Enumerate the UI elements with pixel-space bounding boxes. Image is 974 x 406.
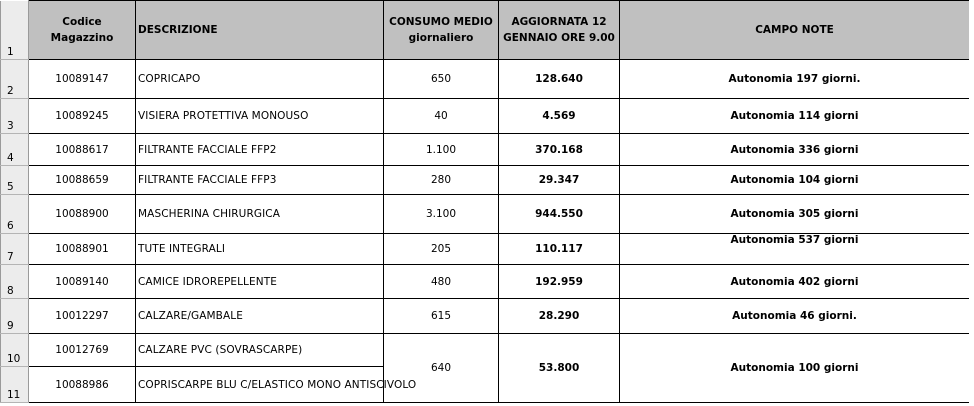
- row-header[interactable]: 5: [1, 166, 29, 195]
- row-header[interactable]: 3: [1, 99, 29, 134]
- cell-note[interactable]: Autonomia 402 giorni: [620, 265, 970, 299]
- header-consumption[interactable]: CONSUMO MEDIO giornaliero: [384, 1, 499, 60]
- cell-description[interactable]: CALZARE PVC (SOVRASCARPE): [136, 334, 384, 367]
- cell-consumption[interactable]: 650: [384, 60, 499, 99]
- table-row: [1, 334, 970, 367]
- table-row: [1, 60, 970, 99]
- cell-description[interactable]: CALZARE/GAMBALE: [136, 299, 384, 334]
- cell-consumption[interactable]: 280: [384, 166, 499, 195]
- cell-updated[interactable]: 29.347: [499, 166, 620, 195]
- cell-consumption[interactable]: 615: [384, 299, 499, 334]
- header-updated[interactable]: AGGIORNATA 12 GENNAIO ORE 9.00: [499, 1, 620, 60]
- cell-description[interactable]: FILTRANTE FACCIALE FFP3: [136, 166, 384, 195]
- cell-description[interactable]: CAMICE IDROREPELLENTE: [136, 265, 384, 299]
- row-header-1[interactable]: 1: [1, 1, 29, 60]
- row-header[interactable]: 7: [1, 234, 29, 265]
- table-row: [1, 265, 970, 299]
- cell-updated[interactable]: 128.640: [499, 60, 620, 99]
- cell-description[interactable]: COPRICAPO: [136, 60, 384, 99]
- table-row: [1, 195, 970, 234]
- table-row: [1, 134, 970, 166]
- cell-code[interactable]: 10089140: [29, 265, 136, 299]
- cell-consumption[interactable]: 205: [384, 234, 499, 265]
- cell-description[interactable]: VISIERA PROTETTIVA MONOUSO: [136, 99, 384, 134]
- row-header[interactable]: 11: [1, 367, 29, 403]
- cell-updated[interactable]: 370.168: [499, 134, 620, 166]
- cell-code[interactable]: 10088617: [29, 134, 136, 166]
- cell-code[interactable]: 10012297: [29, 299, 136, 334]
- cell-updated[interactable]: 110.117: [499, 234, 620, 265]
- cell-code[interactable]: 10088901: [29, 234, 136, 265]
- cell-note[interactable]: Autonomia 537 giorni: [620, 234, 970, 265]
- row-header[interactable]: 6: [1, 195, 29, 234]
- cell-updated-merged[interactable]: 53.800: [499, 334, 620, 403]
- cell-updated[interactable]: 4.569: [499, 99, 620, 134]
- header-notes[interactable]: CAMPO NOTE: [620, 1, 970, 60]
- cell-note[interactable]: Autonomia 104 giorni: [620, 166, 970, 195]
- table-row: [1, 166, 970, 195]
- cell-note[interactable]: Autonomia 46 giorni.: [620, 299, 970, 334]
- cell-description[interactable]: MASCHERINA CHIRURGICA: [136, 195, 384, 234]
- table-row: [1, 99, 970, 134]
- row-header[interactable]: 2: [1, 60, 29, 99]
- sheet-edge: [969, 0, 974, 406]
- row-header[interactable]: 9: [1, 299, 29, 334]
- table-row: [1, 299, 970, 334]
- cell-note[interactable]: Autonomia 114 giorni: [620, 99, 970, 134]
- cell-code[interactable]: 10089147: [29, 60, 136, 99]
- table-row: [1, 234, 970, 265]
- cell-code[interactable]: 10089245: [29, 99, 136, 134]
- header-code[interactable]: Codice Magazzino: [29, 1, 136, 60]
- cell-consumption[interactable]: 3.100: [384, 195, 499, 234]
- cell-code[interactable]: 10088900: [29, 195, 136, 234]
- cell-consumption[interactable]: 1.100: [384, 134, 499, 166]
- cell-consumption[interactable]: 480: [384, 265, 499, 299]
- cell-description[interactable]: FILTRANTE FACCIALE FFP2: [136, 134, 384, 166]
- cell-description[interactable]: TUTE INTEGRALI: [136, 234, 384, 265]
- cell-code[interactable]: 10012769: [29, 334, 136, 367]
- header-description[interactable]: DESCRIZIONE: [136, 1, 384, 60]
- cell-description[interactable]: COPRISCARPE BLU C/ELASTICO MONO ANTISCIVOLO: [136, 367, 384, 403]
- cell-note[interactable]: Autonomia 305 giorni: [620, 195, 970, 234]
- row-header[interactable]: 4: [1, 134, 29, 166]
- cell-consumption[interactable]: 40: [384, 99, 499, 134]
- cell-updated[interactable]: 28.290: [499, 299, 620, 334]
- cell-updated[interactable]: 192.959: [499, 265, 620, 299]
- cell-code[interactable]: 10088986: [29, 367, 136, 403]
- row-header[interactable]: 8: [1, 265, 29, 299]
- cell-note[interactable]: Autonomia 197 giorni.: [620, 60, 970, 99]
- cell-consumption-merged[interactable]: 640: [384, 334, 499, 403]
- cell-note-merged[interactable]: Autonomia 100 giorni: [620, 334, 970, 403]
- row-header[interactable]: 10: [1, 334, 29, 367]
- header-row: [1, 1, 970, 60]
- cell-updated[interactable]: 944.550: [499, 195, 620, 234]
- cell-note[interactable]: Autonomia 336 giorni: [620, 134, 970, 166]
- cell-code[interactable]: 10088659: [29, 166, 136, 195]
